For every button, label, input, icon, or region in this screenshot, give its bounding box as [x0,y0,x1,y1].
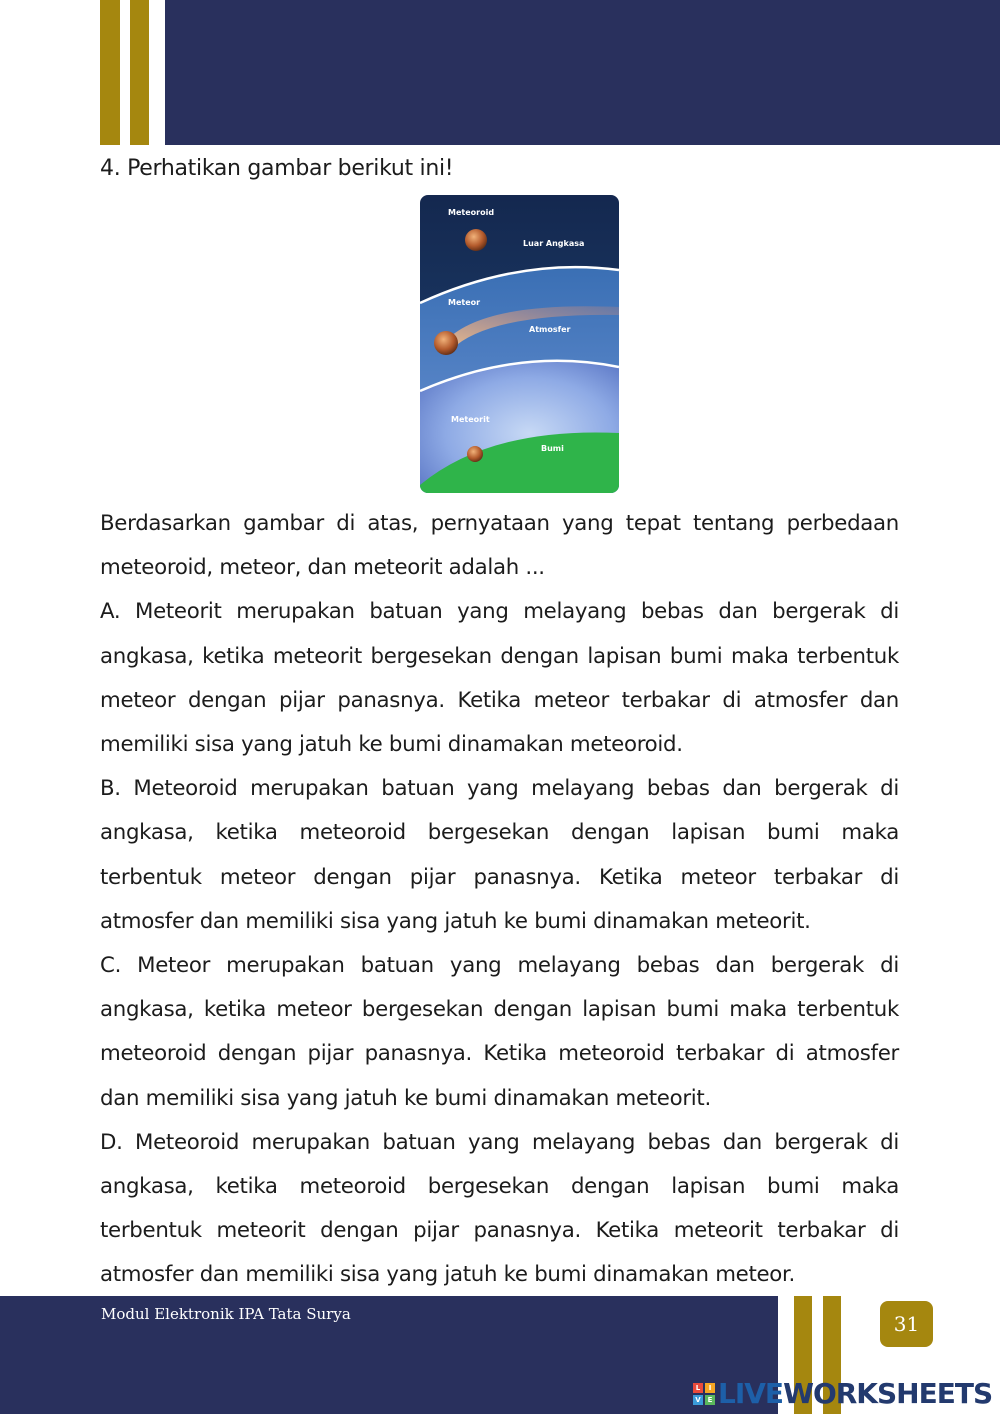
label-bumi: Bumi [541,444,564,453]
meteor-diagram [420,195,619,493]
label-meteoroid: Meteoroid [448,208,495,217]
liveworksheets-wordmark [718,1377,992,1410]
option-b[interactable]: B. Meteoroid merupakan batuan yang melayang bebas dan bergerak di angkasa, ketika meteoroid bergesekan dengan lapisan bumi maka terbentuk meteor dengan pijar panasnya. Ketika meteor terbakar di atmosfer dan memiliki sisa yang jatuh ke bumi dinamakan meteorit. [100,776,899,934]
logo-letter: V [693,1395,703,1405]
liveworksheets-logo [693,1377,992,1410]
label-meteorit: Meteorit [451,415,490,424]
logo-letter: I [705,1383,715,1393]
option-d[interactable]: D. Meteoroid merupakan batuan yang melayang bebas dan bergerak di angkasa, ketika meteoroid bergesekan dengan lapisan bumi maka terbentuk meteorit dengan pijar panasnya. Ketika meteorit terbakar di atmosfer dan memiliki sisa yang jatuh ke bumi dinamakan meteor. [100,1129,899,1288]
question-title: 4. Perhatikan gambar berikut ini! [100,156,454,181]
meteoroid-rock [465,229,487,251]
option-c[interactable]: C. Meteor merupakan batuan yang melayang bebas dan bergerak di angkasa, ketika meteor bergesekan dengan lapisan bumi maka terbentuk meteoroid dengan pijar panasnya. Ketika meteoroid terbakar di atmosfer dan memiliki sisa yang jatuh ke bumi dinamakan meteorit. [100,953,899,1111]
label-atmosfer: Atmosfer [529,325,571,334]
question-stem: Berdasarkan gambar di atas, pernyataan yang tepat tentang perbedaan meteoroid, meteor, dan meteorit adalah ... [100,511,899,581]
label-luar-angkasa: Luar Angkasa [523,239,585,248]
footer-title: Modul Elektronik IPA Tata Surya [101,1305,351,1323]
logo-letter: E [705,1395,715,1405]
label-meteor: Meteor [448,298,481,307]
meteor-rock [434,331,458,355]
header-gold-stripe-right [130,0,149,145]
option-a[interactable]: A. Meteorit merupakan batuan yang melayang bebas dan bergerak di angkasa, ketika meteorit bergesekan dengan lapisan bumi maka terbentuk meteor dengan pijar panasnya. Ketika meteor terbakar di atmosfer dan memiliki sisa yang jatuh ke bumi dinamakan meteoroid. [100,599,899,758]
question-body [100,502,899,1298]
logo-letter: L [693,1383,703,1393]
page-number: 31 [880,1301,933,1347]
meteor-illustration [420,195,619,493]
liveworksheets-logo-icon [693,1383,715,1405]
wordmark-part2: WORKSHEETS [783,1377,993,1410]
header-gold-stripe-left [100,0,120,145]
wordmark-part1: LIVE [718,1377,784,1410]
meteorit-rock [467,446,483,462]
header-band [165,0,1000,145]
